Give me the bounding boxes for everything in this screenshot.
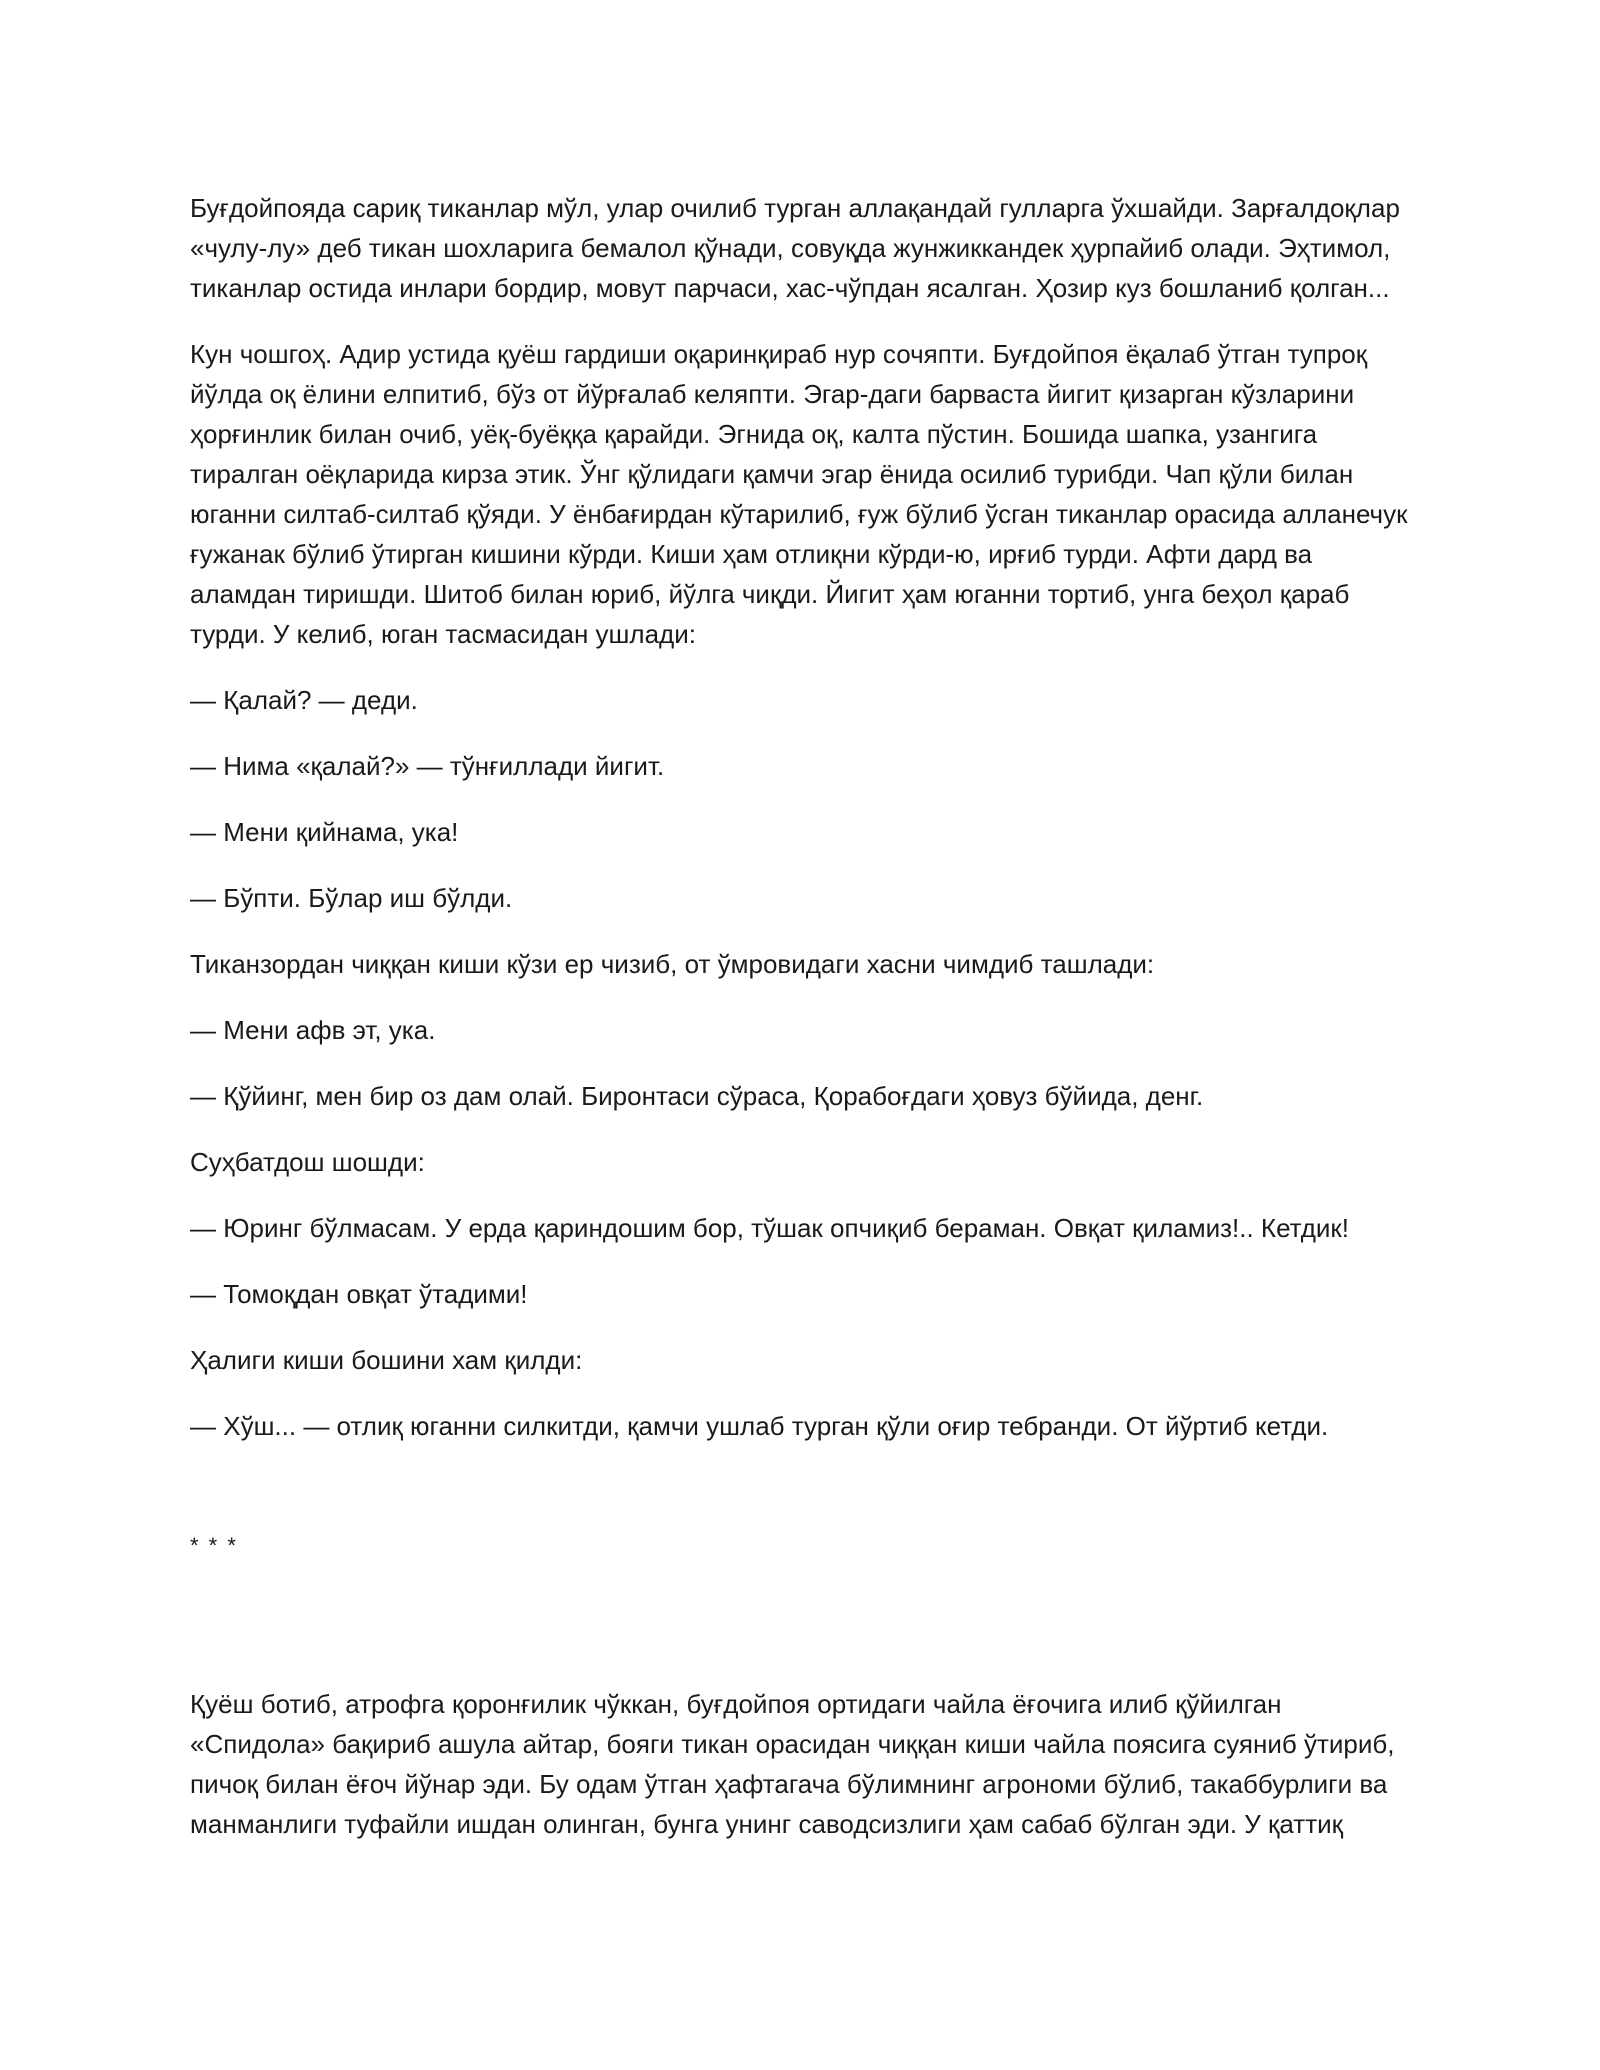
paragraph-narrative: Кун чошгоҳ. Адир устида қуёш гардиши оқаринқираб нур сочяпти. Буғдойпоя ёқалаб ўтган тупроқ йўлда оқ ёлини елпитиб, бўз от йўрғалаб келяпти. Эгар-даги барваста йигит қизарган кўзларини ҳорғинлик билан очиб, уёқ-буёққа қарайди. Эгнида оқ, калта пўстин. Бошида шапка, узангига тиралган оёқларида кирза этик. Ўнг қўлидаги қамчи эгар ёнида осилиб турибди. Чап қўли билан юганни силтаб-силтаб қўяди. У ёнбағирдан кўтарилиб, ғуж бўлиб ўсган тиканлар орасида алланечук ғужанак бўлиб ўтирган кишини кўрди. Киши ҳам отлиқни кўрди-ю, ирғиб турди. Афти дард ва аламдан тиришди. Шитоб билан юриб, йўлга чиқди. Йигит ҳам юганни тортиб, унга беҳол қараб турди. У келиб, юган тасмасидан ушлади: xyxy=(190,339,1408,649)
paragraph-narrative: Ҳалиги киши бошини хам қилди: xyxy=(190,1345,583,1375)
dialogue-line: — Қалай? — деди. xyxy=(190,685,418,715)
dialogue-line: — Томоқдан овқат ўтадими! xyxy=(190,1279,528,1309)
document-page xyxy=(190,188,1420,1870)
dialogue-line: — Хўш... — отлиқ юганни силкитди, қамчи ушлаб турган қўли оғир тебранди. От йўртиб кетди. xyxy=(190,1411,1329,1441)
section-break: * * * xyxy=(190,1533,238,1558)
dialogue-line: — Нима «қалай?» — тўнғиллади йигит. xyxy=(190,751,665,781)
dialogue-line: — Қўйинг, мен бир оз дам олай. Биронтаси сўраса, Қорабоғдаги ҳовуз бўйида, денг. xyxy=(190,1081,1204,1111)
dialogue-line: — Бўпти. Бўлар иш бўлди. xyxy=(190,883,513,913)
dialogue-line: — Юринг бўлмасам. У ерда қариндошим бор, тўшак опчиқиб бераман. Овқат қиламиз!.. Кетдик! xyxy=(190,1213,1350,1243)
paragraph-intro: Буғдойпояда сариқ тиканлар мўл, улар очилиб турган аллақандай гулларга ўхшайди. Зарғалдоқлар «чулу-лу» деб тикан шохларига бемалол қўнади, совуқда жунжиккандек ҳурпайиб олади. Эҳтимол, тиканлар остида инлари бордир, мовут парчаси, хас-чўпдан ясалган. Ҳозир куз бошланиб қолган... xyxy=(190,193,1400,303)
dialogue-line: — Мени қийнама, ука! xyxy=(190,817,459,847)
paragraph-narrative: Қуёш ботиб, атрофга қоронғилик чўккан, буғдойпоя ортидаги чайла ёғочига илиб қўйилган «Спидола» бақириб ашула айтар, бояги тикан орасидан чиққан киши чайла поясига суяниб ўтириб, пичоқ билан ёғоч йўнар эди. Бу одам ўтган ҳафтагача бўлимнинг агрономи бўлиб, такаббурлиги ва манманлиги туфайли ишдан олинган, бунга унинг саводсизлиги ҳам сабаб бўлган эди. У қаттиқ xyxy=(190,1689,1395,1839)
paragraph-narrative: Тиканзордан чиққан киши кўзи ер чизиб, от ўмровидаги хасни чимдиб ташлади: xyxy=(190,949,1155,979)
dialogue-line: — Мени афв эт, ука. xyxy=(190,1015,436,1045)
paragraph-narrative: Суҳбатдош шошди: xyxy=(190,1147,425,1177)
